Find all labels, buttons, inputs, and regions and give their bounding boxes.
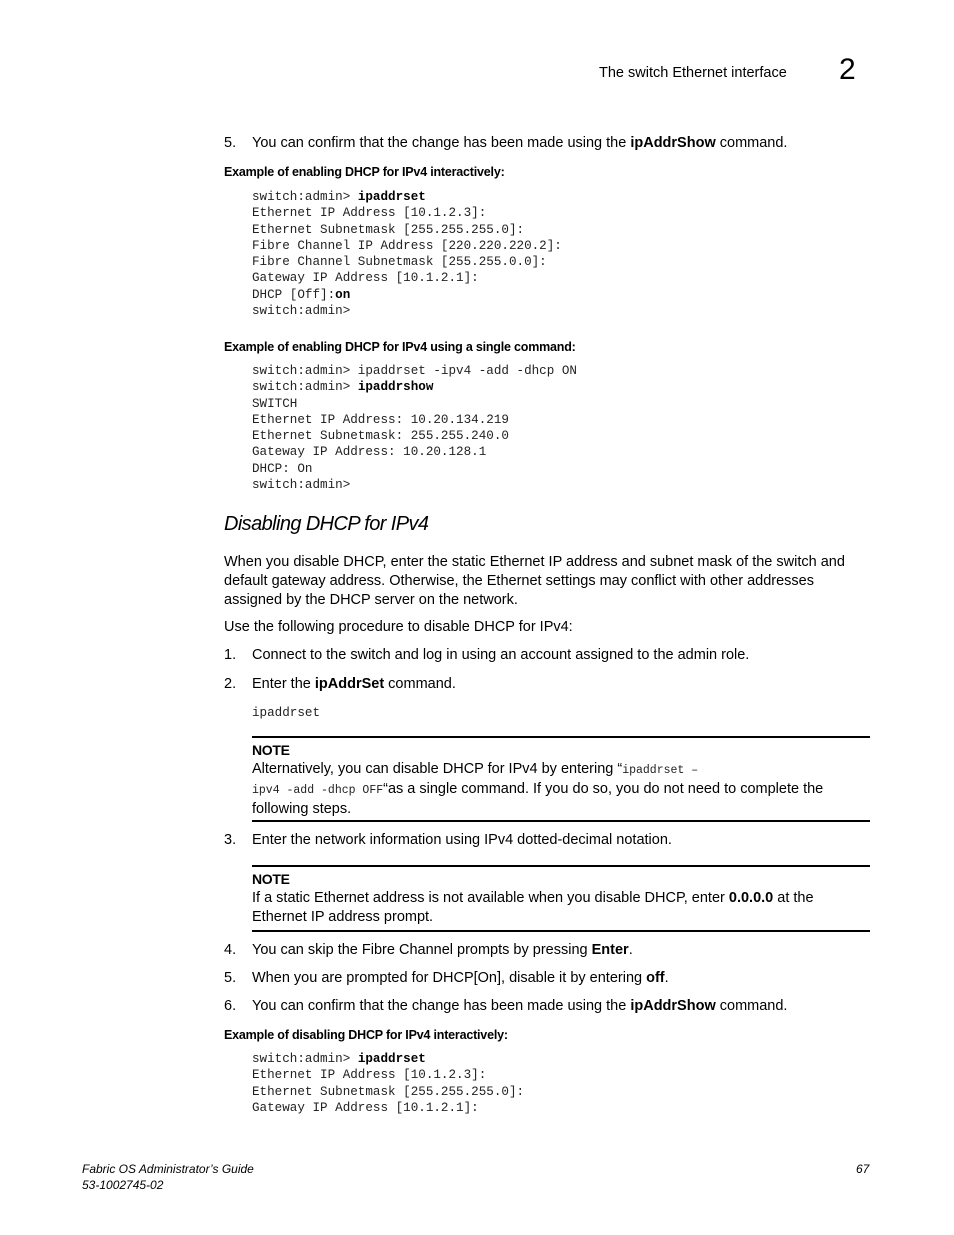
note-text: Alternatively, you can disable DHCP for IPv4 by entering “ipaddrset – ipv4 -add -dhcp OFF“as a single command. If you do so, you do not need to complete the following steps. (252, 761, 824, 817)
section-heading: Disabling DHCP for IPv4 (224, 513, 429, 535)
step-text: Enter the ipAddrSet command. (252, 676, 456, 692)
code-block: switch:admin> ipaddrset Ethernet IP Address [10.1.2.3]: Ethernet Subnetmask [255.255.255.0]: Fibre Channel IP Address [220.220.220.2]: Fibre Channel Subnetmask [255.255.0.0]: Gateway IP Address [10.1.2.1]: DHCP [Off]:on switch:admin> (252, 190, 562, 319)
example-heading: Example of disabling DHCP for IPv4 interactively: (224, 1028, 508, 1042)
chapter-number: 2 (839, 53, 856, 86)
code-block: switch:admin> ipaddrset Ethernet IP Address [10.1.2.3]: Ethernet Subnetmask [255.255.255.0]: Gateway IP Address [10.1.2.1]: (252, 1052, 525, 1115)
command-name: ipAddrShow (630, 998, 716, 1014)
note-box (252, 865, 870, 932)
step-number: 6. (224, 998, 237, 1014)
step-text: You can confirm that the change has been made using the ipAddrShow command. (252, 135, 788, 151)
step-text: Connect to the switch and log in using an account assigned to the admin role. (252, 647, 750, 663)
key-name: off (646, 970, 665, 986)
step-text: When you are prompted for DHCP[On], disable it by entering off. (252, 970, 669, 986)
footer-guide-title: Fabric OS Administrator’s Guide (82, 1162, 254, 1176)
intro-paragraph: When you disable DHCP, enter the static Ethernet IP address and subnet mask of the switch and default gateway address. Otherwise, the Ethernet settings may conflict with other addresses assigned by the DHCP server on the network. (224, 554, 845, 608)
code-block: switch:admin> ipaddrset -ipv4 -add -dhcp ON switch:admin> ipaddrshow SWITCH Ethernet IP Address: 10.20.134.219 Ethernet Subnetmask: 255.255.240.0 Gateway IP Address: 10.20.128.1 DHCP: On switch:admin> (252, 364, 577, 493)
note-box (252, 736, 870, 822)
note-label: NOTE (252, 742, 290, 758)
procedure-intro: Use the following procedure to disable DHCP for IPv4: (224, 619, 573, 635)
example-heading: Example of enabling DHCP for IPv4 using a single command: (224, 340, 576, 354)
step-number: 3. (224, 832, 237, 848)
step-text: Enter the network information using IPv4 dotted-decimal notation. (252, 832, 672, 848)
step-number: 2. (224, 676, 237, 692)
footer-doc-number: 53-1002745-02 (82, 1178, 164, 1192)
code-block: ipaddrset (252, 706, 321, 720)
command-name: ipAddrSet (314, 676, 385, 692)
step-number: 1. (224, 647, 237, 663)
step-number: 4. (224, 942, 237, 958)
step-number: 5. (224, 970, 237, 986)
command-name: ipAddrShow (630, 135, 716, 151)
page-number: 67 (856, 1162, 870, 1176)
running-header-title: The switch Ethernet interface (599, 65, 787, 81)
note-text: If a static Ethernet address is not available when you disable DHCP, enter 0.0.0.0 at the Ethernet IP address prompt. (252, 890, 814, 925)
step-text: You can confirm that the change has been made using the ipAddrShow command. (252, 998, 788, 1014)
note-label: NOTE (252, 871, 290, 887)
example-heading: Example of enabling DHCP for IPv4 interactively: (224, 165, 505, 179)
step-text: You can skip the Fibre Channel prompts by pressing Enter. (252, 942, 633, 958)
key-name: Enter (591, 942, 629, 958)
step-number: 5. (224, 135, 237, 151)
